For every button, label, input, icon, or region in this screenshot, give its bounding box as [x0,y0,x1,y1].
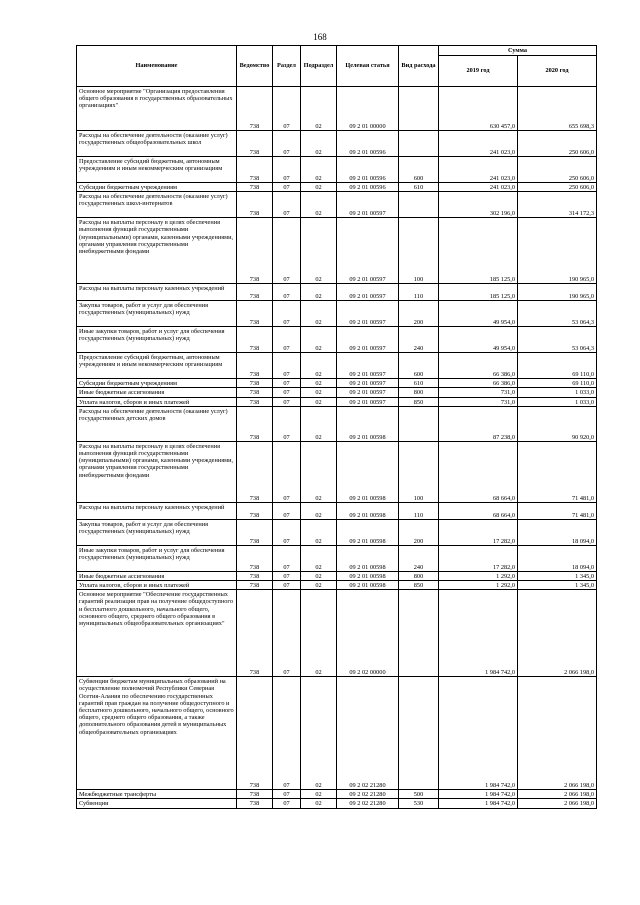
row-target: 09 2 01 00598 [337,406,399,441]
row-sum-2020: 18 094,0 [518,545,597,571]
row-podrazdel: 02 [301,353,337,379]
row-sum-2019: 1 984 742,0 [439,790,518,799]
row-razdel: 07 [273,397,301,406]
row-podrazdel: 02 [301,192,337,218]
row-name: Расходы на обеспечение деятельности (оказание услуг) государственных школ-интернатов [77,192,237,218]
table-row [77,301,597,327]
row-expense-type: 240 [399,545,439,571]
row-sum-2019: 185 125,0 [439,284,518,301]
row-podrazdel: 02 [301,406,337,441]
row-name: Иные закупки товаров, работ и услуг для обеспечения государственных (муниципальных) нужд [77,545,237,571]
row-name: Расходы на выплаты персоналу в целях обеспечения выполнения функций государственными (муниципальными) органами, казенными учреждениями, органами управления государственными внебюджетными фондами [77,218,237,284]
row-vedomstvo: 738 [237,388,273,397]
row-vedomstvo: 738 [237,183,273,192]
row-sum-2019: 49 954,0 [439,301,518,327]
row-vedomstvo: 738 [237,379,273,388]
row-vedomstvo: 738 [237,87,273,131]
row-sum-2020: 90 920,0 [518,406,597,441]
row-name: Субсидии бюджетным учреждениям [77,183,237,192]
row-target: 09 2 01 00597 [337,388,399,397]
row-vedomstvo: 738 [237,581,273,590]
row-podrazdel: 02 [301,545,337,571]
row-name: Межбюджетные трансферты [77,790,237,799]
row-razdel: 07 [273,677,301,790]
table-row [77,157,597,183]
row-sum-2020: 2 066 198,0 [518,790,597,799]
row-razdel: 07 [273,218,301,284]
row-sum-2020: 190 965,0 [518,284,597,301]
row-expense-type: 240 [399,327,439,353]
header-year-2020: 2020 год [518,56,597,87]
row-vedomstvo: 738 [237,519,273,545]
row-name: Субсидии бюджетным учреждениям [77,379,237,388]
row-name: Уплата налогов, сборов и иных платежей [77,397,237,406]
table-row [77,571,597,580]
row-sum-2020: 71 481,0 [518,441,597,502]
row-sum-2020: 655 698,3 [518,87,597,131]
row-sum-2019: 731,0 [439,388,518,397]
table-row [77,284,597,301]
row-podrazdel: 02 [301,519,337,545]
row-sum-2020: 1 345,0 [518,571,597,580]
row-razdel: 07 [273,571,301,580]
row-name: Расходы на выплаты персоналу казенных учреждений [77,502,237,519]
row-target: 09 2 02 21280 [337,790,399,799]
row-sum-2019: 1 292,0 [439,581,518,590]
row-podrazdel: 02 [301,571,337,580]
row-sum-2020: 250 606,0 [518,131,597,157]
row-target: 09 2 01 00597 [337,379,399,388]
row-sum-2019: 17 282,0 [439,519,518,545]
row-razdel: 07 [273,131,301,157]
row-sum-2020: 53 064,3 [518,301,597,327]
row-razdel: 07 [273,406,301,441]
row-sum-2020: 2 066 198,0 [518,677,597,790]
row-razdel: 07 [273,388,301,397]
table-row [77,183,597,192]
row-sum-2019: 49 954,0 [439,327,518,353]
row-name: Предоставление субсидий бюджетным, автономным учреждениям и иным некоммерческим организациям [77,157,237,183]
row-vedomstvo: 738 [237,353,273,379]
table-row [77,353,597,379]
row-sum-2020: 250 606,0 [518,157,597,183]
header-sum: Сумма [439,46,597,56]
row-target: 09 2 01 00598 [337,545,399,571]
table-row [77,406,597,441]
table-row [77,87,597,131]
row-expense-type: 100 [399,441,439,502]
row-vedomstvo: 738 [237,192,273,218]
table-row [77,799,597,808]
row-razdel: 07 [273,790,301,799]
row-name: Расходы на выплаты персоналу в целях обеспечения выполнения функций государственными (муниципальными) органами, казенными учреждениями, органами управления государственными внебюджетными фондами [77,441,237,502]
row-razdel: 07 [273,284,301,301]
table-row [77,397,597,406]
row-target: 09 2 01 00598 [337,581,399,590]
row-podrazdel: 02 [301,677,337,790]
row-sum-2019: 17 282,0 [439,545,518,571]
row-vedomstvo: 738 [237,218,273,284]
row-sum-2020: 2 066 198,0 [518,799,597,808]
row-target: 09 2 01 00000 [337,87,399,131]
row-expense-type: 500 [399,790,439,799]
header-expense-type: Вид расхода [399,46,439,87]
row-vedomstvo: 738 [237,590,273,677]
row-expense-type: 850 [399,397,439,406]
row-podrazdel: 02 [301,301,337,327]
row-vedomstvo: 738 [237,677,273,790]
row-expense-type: 610 [399,183,439,192]
table-row [77,502,597,519]
row-podrazdel: 02 [301,590,337,677]
row-name: Расходы на обеспечение деятельности (оказание услуг) государственных детских домов [77,406,237,441]
row-sum-2020: 53 064,3 [518,327,597,353]
row-sum-2019: 66 386,0 [439,379,518,388]
row-sum-2020: 1 033,0 [518,388,597,397]
row-sum-2020: 190 965,0 [518,218,597,284]
row-podrazdel: 02 [301,502,337,519]
row-sum-2019: 241 023,0 [439,157,518,183]
row-name: Субвенции бюджетам муниципальных образований на осуществление полномочий Республики Северная Осетия-Алания по обеспечению государственных гарантий прав граждан на получение общедоступного и бесплатного дошкольного, начального общего, основного общего, среднего общего образования, а также дополнительного образования детей в муниципальных общеобразовательных организациях [77,677,237,790]
row-target: 09 2 01 00597 [337,327,399,353]
row-razdel: 07 [273,799,301,808]
row-name: Основное мероприятие "Организация предоставления общего образования в государственных образовательных организациях" [77,87,237,131]
row-target: 09 2 01 00596 [337,131,399,157]
row-target: 09 2 01 00598 [337,519,399,545]
row-podrazdel: 02 [301,379,337,388]
row-razdel: 07 [273,519,301,545]
row-vedomstvo: 738 [237,441,273,502]
row-razdel: 07 [273,327,301,353]
row-expense-type [399,131,439,157]
row-vedomstvo: 738 [237,157,273,183]
row-expense-type: 200 [399,301,439,327]
row-expense-type [399,87,439,131]
row-expense-type: 800 [399,571,439,580]
row-expense-type: 600 [399,353,439,379]
row-expense-type [399,406,439,441]
row-expense-type: 800 [399,388,439,397]
row-sum-2019: 302 196,0 [439,192,518,218]
row-expense-type: 110 [399,502,439,519]
row-vedomstvo: 738 [237,790,273,799]
row-sum-2019: 1 984 742,0 [439,799,518,808]
row-expense-type [399,192,439,218]
row-podrazdel: 02 [301,131,337,157]
row-razdel: 07 [273,581,301,590]
row-sum-2019: 87 238,0 [439,406,518,441]
row-target: 09 2 02 21280 [337,677,399,790]
row-vedomstvo: 738 [237,327,273,353]
row-podrazdel: 02 [301,218,337,284]
row-target: 09 2 01 00597 [337,192,399,218]
row-podrazdel: 02 [301,441,337,502]
row-sum-2019: 185 125,0 [439,218,518,284]
table-row [77,581,597,590]
row-sum-2020: 1 345,0 [518,581,597,590]
row-name: Предоставление субсидий бюджетным, автономным учреждениям и иным некоммерческим организациям [77,353,237,379]
row-razdel: 07 [273,183,301,192]
row-target: 09 2 01 00596 [337,157,399,183]
row-sum-2020: 69 110,0 [518,379,597,388]
row-vedomstvo: 738 [237,131,273,157]
table-row [77,131,597,157]
row-target: 09 2 02 21280 [337,799,399,808]
row-expense-type [399,677,439,790]
row-expense-type [399,590,439,677]
table-row [77,218,597,284]
row-sum-2019: 68 664,0 [439,441,518,502]
row-sum-2020: 71 481,0 [518,502,597,519]
row-razdel: 07 [273,379,301,388]
row-podrazdel: 02 [301,388,337,397]
row-name: Субвенции [77,799,237,808]
row-name: Уплата налогов, сборов и иных платежей [77,581,237,590]
table-row [77,327,597,353]
row-vedomstvo: 738 [237,406,273,441]
row-target: 09 2 01 00597 [337,284,399,301]
row-sum-2019: 66 386,0 [439,353,518,379]
table-row [77,590,597,677]
header-year-2019: 2019 год [439,56,518,87]
row-name: Основное мероприятие "Обеспечение государственных гарантий реализации прав на получение общедоступного и бесплатного дошкольного, начального общего, основного общего, среднего общего образования в муниципальных общеобразовательных организациях" [77,590,237,677]
row-target: 09 2 01 00596 [337,183,399,192]
row-sum-2019: 1 292,0 [439,571,518,580]
row-podrazdel: 02 [301,284,337,301]
row-name: Закупка товаров, работ и услуг для обеспечения государственных (муниципальных) нужд [77,301,237,327]
row-sum-2020: 18 094,0 [518,519,597,545]
row-sum-2019: 1 984 742,0 [439,590,518,677]
row-vedomstvo: 738 [237,284,273,301]
row-sum-2020: 69 110,0 [518,353,597,379]
row-razdel: 07 [273,502,301,519]
table-row [77,545,597,571]
row-name: Иные бюджетные ассигнования [77,571,237,580]
row-razdel: 07 [273,441,301,502]
row-sum-2019: 241 023,0 [439,183,518,192]
row-podrazdel: 02 [301,183,337,192]
row-expense-type: 610 [399,379,439,388]
row-vedomstvo: 738 [237,502,273,519]
row-target: 09 2 01 00597 [337,353,399,379]
row-vedomstvo: 738 [237,545,273,571]
table-row [77,441,597,502]
row-sum-2019: 1 984 742,0 [439,677,518,790]
row-sum-2020: 2 066 198,0 [518,590,597,677]
row-razdel: 07 [273,192,301,218]
row-sum-2019: 68 664,0 [439,502,518,519]
table-row [77,519,597,545]
row-podrazdel: 02 [301,157,337,183]
row-podrazdel: 02 [301,790,337,799]
row-vedomstvo: 738 [237,397,273,406]
row-name: Закупка товаров, работ и услуг для обеспечения государственных (муниципальных) нужд [77,519,237,545]
table-row [77,388,597,397]
row-target: 09 2 01 00598 [337,571,399,580]
row-target: 09 2 01 00598 [337,502,399,519]
header-podrazdel: Подраздел [301,46,337,87]
row-podrazdel: 02 [301,87,337,131]
header-target: Целевая статья [337,46,399,87]
row-vedomstvo: 738 [237,799,273,808]
row-name: Иные бюджетные ассигнования [77,388,237,397]
budget-table [76,45,597,809]
table-row [77,192,597,218]
row-expense-type: 600 [399,157,439,183]
row-podrazdel: 02 [301,397,337,406]
table-row [77,379,597,388]
row-vedomstvo: 738 [237,301,273,327]
row-razdel: 07 [273,353,301,379]
table-row [77,677,597,790]
row-razdel: 07 [273,545,301,571]
page-number: 168 [313,32,327,42]
row-target: 09 2 01 00597 [337,301,399,327]
row-target: 09 2 01 00598 [337,441,399,502]
row-expense-type: 110 [399,284,439,301]
row-sum-2019: 630 457,0 [439,87,518,131]
row-sum-2019: 241 023,0 [439,131,518,157]
row-podrazdel: 02 [301,581,337,590]
row-razdel: 07 [273,590,301,677]
row-expense-type: 850 [399,581,439,590]
row-name: Иные закупки товаров, работ и услуг для обеспечения государственных (муниципальных) нужд [77,327,237,353]
row-target: 09 2 01 00597 [337,218,399,284]
row-name: Расходы на обеспечение деятельности (оказание услуг) государственных общеобразовательных школ [77,131,237,157]
row-razdel: 07 [273,301,301,327]
row-target: 09 2 01 00597 [337,397,399,406]
row-podrazdel: 02 [301,327,337,353]
table-row [77,790,597,799]
header-razdel: Раздел [273,46,301,87]
row-vedomstvo: 738 [237,571,273,580]
row-name: Расходы на выплаты персоналу казенных учреждений [77,284,237,301]
row-razdel: 07 [273,157,301,183]
row-expense-type: 100 [399,218,439,284]
row-sum-2019: 731,0 [439,397,518,406]
row-sum-2020: 1 033,0 [518,397,597,406]
header-name: Наименование [77,46,237,87]
row-expense-type: 530 [399,799,439,808]
row-expense-type: 200 [399,519,439,545]
header-vedomstvo: Ведомство [237,46,273,87]
row-sum-2020: 314 172,3 [518,192,597,218]
row-target: 09 2 02 00000 [337,590,399,677]
row-sum-2020: 250 606,0 [518,183,597,192]
row-razdel: 07 [273,87,301,131]
row-podrazdel: 02 [301,799,337,808]
